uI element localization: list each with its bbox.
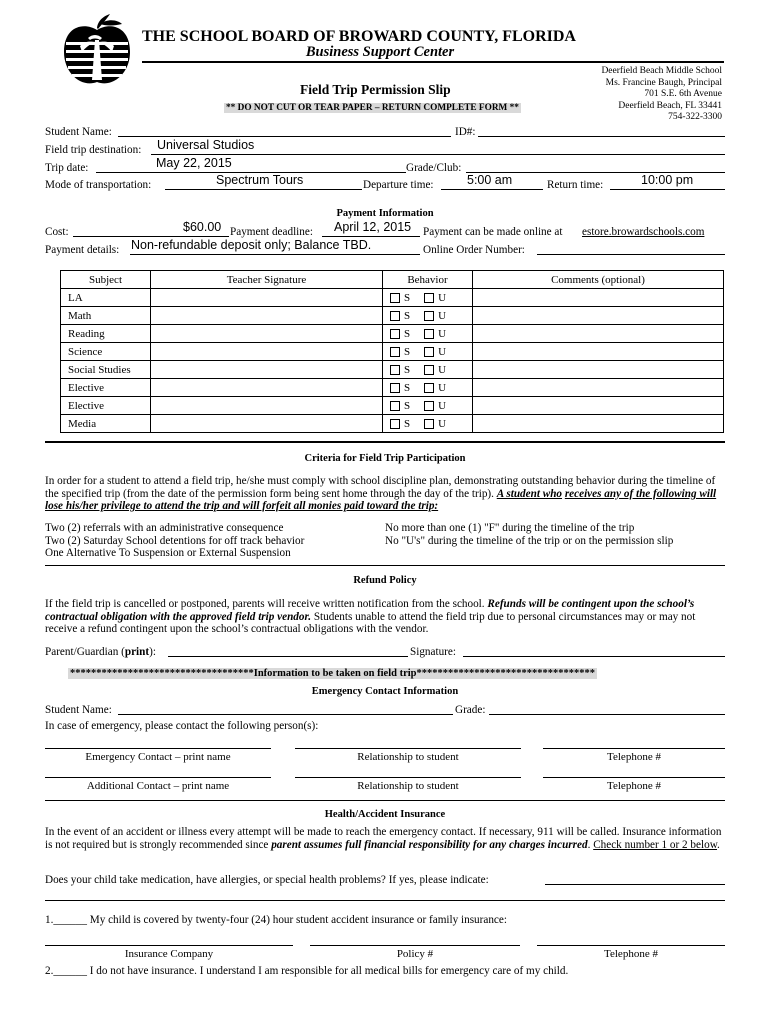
signature-label: Signature: [410, 646, 456, 658]
u-label: U [438, 291, 447, 304]
table-row [61, 397, 724, 415]
emergency-contact-field[interactable] [45, 748, 271, 749]
section-divider [45, 441, 725, 443]
u-label: U [438, 327, 447, 340]
teacher-signature-cell[interactable] [151, 415, 383, 433]
parent-guardian-field[interactable] [168, 656, 408, 657]
student-name-label: Student Name: [45, 126, 112, 138]
table-header: Teacher Signature [151, 271, 383, 289]
school-address [540, 66, 722, 124]
refund-text-b: Refunds will be contingent upon the school’s contractual obligation with the approved field trip vendor. [45, 598, 695, 623]
table-row [61, 415, 724, 433]
school-name: Deerfield Beach Middle School [601, 66, 722, 76]
table-row [61, 361, 724, 379]
insurance-option-2[interactable]: 2.______ I do not have insurance. I understand I am responsible for all medical bills for emergency care of my child. [45, 965, 569, 977]
table-row [61, 343, 724, 361]
additional-contact-field[interactable] [45, 777, 271, 778]
order-number-label: Online Order Number: [423, 244, 525, 256]
parent-label-a: Parent/Guardian ( [45, 646, 125, 658]
u-checkbox[interactable] [424, 401, 434, 411]
subject-cell: Elective [61, 397, 151, 415]
u-label: U [438, 417, 447, 430]
behavior-cell [383, 361, 473, 379]
policy-field[interactable] [310, 945, 520, 946]
deadline-field[interactable] [322, 236, 420, 237]
criteria-item: One Alternative To Suspension or External Suspension [45, 547, 291, 559]
trip-date-value: May 22, 2015 [156, 156, 232, 170]
teacher-signature-cell[interactable] [151, 307, 383, 325]
principal-name: Ms. Francine Baugh, Principal [605, 77, 722, 88]
emergency-grade-label: Grade: [455, 704, 486, 716]
u-label: U [438, 309, 447, 322]
school-street: 701 S.E. 6th Avenue [644, 89, 722, 99]
subject-cell: Reading [61, 325, 151, 343]
return-label: Return time: [547, 179, 604, 191]
criteria-warning-b: receives any of the following will lose his/her privilege to attend the trip and will forfeit all monies paid toward the trip: [45, 487, 717, 512]
parent-label-c: ): [149, 646, 156, 658]
criteria-text [45, 475, 725, 513]
online-payment-link[interactable]: estore.browardschools.com [582, 226, 705, 238]
comments-cell[interactable] [473, 379, 724, 397]
criteria-item: No more than one (1) "F" during the timeline of the trip [385, 522, 635, 534]
comments-cell[interactable] [473, 415, 724, 433]
insurance-text [45, 826, 725, 851]
s-label: S [404, 327, 411, 340]
telephone-field[interactable] [543, 777, 725, 778]
s-checkbox[interactable] [390, 347, 400, 357]
emergency-contact-caption: Emergency Contact – print name [85, 751, 231, 763]
telephone-caption: Telephone # [607, 751, 661, 763]
medication-question: Does your child take medication, have allergies, or special health problems? If yes, please indicate: [45, 874, 489, 886]
u-checkbox[interactable] [424, 329, 434, 339]
comments-cell[interactable] [473, 397, 724, 415]
deadline-label: Payment deadline: [230, 226, 313, 238]
teacher-signature-cell[interactable] [151, 397, 383, 415]
payment-details-label: Payment details: [45, 244, 120, 256]
emergency-heading: Emergency Contact Information [311, 686, 459, 697]
behavior-cell [383, 397, 473, 415]
emergency-student-label: Student Name: [45, 704, 112, 716]
s-checkbox[interactable] [390, 383, 400, 393]
u-checkbox[interactable] [424, 293, 434, 303]
insurance-company-field[interactable] [45, 945, 293, 946]
student-name-field[interactable] [118, 136, 451, 137]
medication-field[interactable] [545, 884, 725, 885]
teacher-signature-cell[interactable] [151, 361, 383, 379]
table-header-row [61, 271, 724, 289]
table-row [61, 325, 724, 343]
u-label: U [438, 399, 447, 412]
telephone-field[interactable] [543, 748, 725, 749]
departure-value: 5:00 am [467, 173, 513, 187]
transport-value: Spectrum Tours [216, 173, 304, 187]
relationship-field[interactable] [295, 748, 521, 749]
u-checkbox[interactable] [424, 383, 434, 393]
id-label: ID#: [455, 126, 476, 138]
insurance-text-e: . [717, 838, 720, 851]
medication-field-2[interactable] [45, 900, 725, 901]
comments-cell[interactable] [473, 361, 724, 379]
return-field[interactable] [610, 189, 725, 190]
behavior-cell [383, 307, 473, 325]
u-label: U [438, 363, 447, 376]
table-row [61, 307, 724, 325]
criteria-right-list [385, 522, 673, 547]
refund-text-a: If the field trip is cancelled or postponed, parents will receive written notification from the school. [45, 598, 485, 610]
u-checkbox[interactable] [424, 311, 434, 321]
parent-guardian-label [45, 646, 156, 658]
criteria-left-list [45, 522, 304, 560]
insurance-telephone-caption: Telephone # [604, 948, 658, 960]
u-checkbox[interactable] [424, 347, 434, 357]
s-checkbox[interactable] [390, 311, 400, 321]
banner-text: Information to be taken on field trip [253, 668, 417, 679]
cost-label: Cost: [45, 226, 69, 238]
table-header: Behavior [383, 271, 473, 289]
behavior-table [60, 270, 724, 433]
payment-details-value: Non-refundable deposit only; Balance TBD. [131, 238, 372, 252]
section-divider [45, 565, 725, 566]
refund-heading: Refund Policy [353, 575, 417, 586]
telephone-caption: Telephone # [607, 780, 661, 792]
id-field[interactable] [478, 136, 725, 137]
school-board-logo [58, 12, 136, 90]
table-row [61, 289, 724, 307]
school-city: Deerfield Beach, FL 33441 [618, 100, 722, 111]
additional-contact-caption: Additional Contact – print name [86, 780, 230, 792]
cost-value: $60.00 [183, 220, 222, 234]
grade-club-label: Grade/Club: [406, 162, 462, 174]
u-label: U [438, 381, 447, 394]
subject-cell: Math [61, 307, 151, 325]
school-phone: 754-322-3300 [668, 112, 722, 122]
s-label: S [404, 399, 411, 412]
behavior-cell [383, 289, 473, 307]
return-value: 10:00 pm [641, 173, 694, 187]
insurance-telephone-field[interactable] [537, 945, 725, 946]
s-checkbox[interactable] [390, 365, 400, 375]
parent-label-b: print [124, 646, 150, 658]
u-checkbox[interactable] [424, 419, 434, 429]
teacher-signature-cell[interactable] [151, 343, 383, 361]
org-title: THE SCHOOL BOARD OF BROWARD COUNTY, FLORIDA [142, 28, 576, 45]
insurance-text-d: Check number 1 or 2 below [593, 838, 718, 851]
subject-cell: Science [61, 343, 151, 361]
u-checkbox[interactable] [424, 365, 434, 375]
relationship-caption: Relationship to student [357, 751, 459, 763]
insurance-company-caption: Insurance Company [124, 948, 214, 960]
transport-label: Mode of transportation: [45, 179, 152, 191]
field-trip-banner [68, 668, 597, 679]
form-warning: ** DO NOT CUT OR TEAR PAPER – RETURN COMPLETE FORM ** [226, 103, 519, 113]
cost-field[interactable] [73, 236, 229, 237]
form-title: Field Trip Permission Slip [300, 82, 451, 97]
deadline-value: April 12, 2015 [334, 220, 412, 234]
section-divider [45, 800, 725, 801]
center-title: Business Support Center [305, 44, 455, 60]
teacher-signature-cell[interactable] [151, 379, 383, 397]
insurance-text-a: In the event of an accident or illness every attempt will be made to reach the emergency contact. If necessary, 911 will be called. Insurance information is not required but is strongly recommended since [45, 826, 722, 851]
destination-value: Universal Studios [157, 138, 255, 152]
policy-caption: Policy # [396, 948, 434, 960]
order-number-field[interactable] [537, 254, 725, 255]
subject-cell: Elective [61, 379, 151, 397]
s-label: S [404, 309, 411, 322]
payment-heading: Payment Information [336, 208, 434, 219]
criteria-item: Two (2) referrals with an administrative consequence [45, 522, 284, 534]
s-label: S [404, 291, 411, 304]
insurance-option-1[interactable]: 1.______ My child is covered by twenty-four (24) hour student accident insurance or family insurance: [45, 914, 507, 926]
transport-field[interactable] [165, 189, 362, 190]
subject-cell: Media [61, 415, 151, 433]
trip-date-label: Trip date: [45, 162, 89, 174]
refund-text [45, 598, 725, 636]
s-checkbox[interactable] [390, 419, 400, 429]
emergency-student-field[interactable] [118, 714, 453, 715]
emergency-contact-text: In case of emergency, please contact the following person(s): [45, 720, 319, 732]
relationship-field[interactable] [295, 777, 521, 778]
s-label: S [404, 345, 411, 358]
behavior-cell [383, 415, 473, 433]
s-checkbox[interactable] [390, 293, 400, 303]
subject-cell: LA [61, 289, 151, 307]
teacher-signature-cell[interactable] [151, 289, 383, 307]
table-header: Comments (optional) [473, 271, 724, 289]
destination-label: Field trip destination: [45, 144, 142, 156]
insurance-text-c: . [587, 838, 591, 851]
criteria-intro: In order for a student to attend a field trip, he/she must comply with school discipline plan, demonstrating outstanding behavior during the timeline of the specified trip (from the date of the permission form being sent home through the day of the trip). [45, 475, 716, 500]
payment-details-field[interactable] [130, 254, 420, 255]
header-rule [142, 61, 724, 63]
comments-cell[interactable] [473, 325, 724, 343]
comments-cell[interactable] [473, 289, 724, 307]
teacher-signature-cell[interactable] [151, 325, 383, 343]
comments-cell[interactable] [473, 307, 724, 325]
banner-stars: *********************************** [70, 668, 254, 679]
online-payment-text: Payment can be made online at [423, 226, 563, 238]
behavior-cell [383, 325, 473, 343]
s-label: S [404, 417, 411, 430]
s-label: S [404, 363, 411, 376]
s-checkbox[interactable] [390, 401, 400, 411]
table-row [61, 379, 724, 397]
comments-cell[interactable] [473, 343, 724, 361]
behavior-cell [383, 379, 473, 397]
refund-text-c: Students unable to attend the field trip due to personal circumstances may or may not receive a refund contingent upon the school’s contractual obligations with the vendor. [45, 610, 696, 635]
insurance-heading: Health/Accident Insurance [324, 809, 446, 820]
criteria-warning-a: A student who [496, 487, 563, 500]
criteria-heading: Criteria for Field Trip Participation [304, 453, 466, 464]
insurance-text-b: parent assumes full financial responsibility for any charges incurred [271, 838, 588, 851]
s-label: S [404, 381, 411, 394]
u-label: U [438, 345, 447, 358]
s-checkbox[interactable] [390, 329, 400, 339]
banner-stars: ********************************** [416, 668, 595, 679]
signature-field[interactable] [463, 656, 725, 657]
subject-cell: Social Studies [61, 361, 151, 379]
behavior-cell [383, 343, 473, 361]
criteria-item: No "U's" during the timeline of the trip or on the permission slip [385, 534, 674, 547]
departure-field[interactable] [441, 189, 543, 190]
relationship-caption: Relationship to student [357, 780, 459, 792]
departure-label: Departure time: [363, 179, 434, 191]
destination-field[interactable] [151, 154, 725, 155]
table-header: Subject [61, 271, 151, 289]
emergency-grade-field[interactable] [489, 714, 725, 715]
criteria-item: Two (2) Saturday School detentions for off track behavior [45, 534, 305, 547]
